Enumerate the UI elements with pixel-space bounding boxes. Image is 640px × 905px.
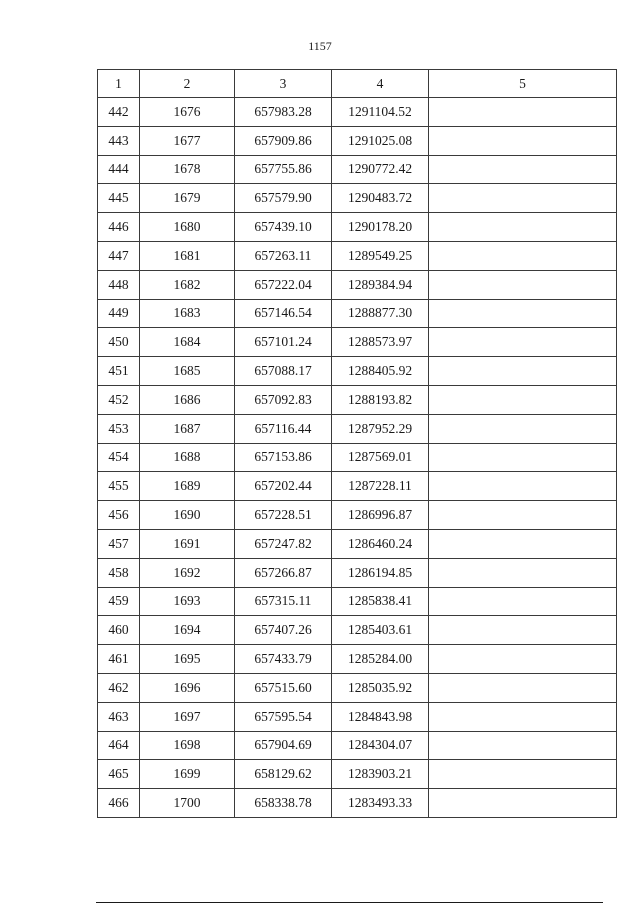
table-cell-col-3: 657515.60: [235, 673, 332, 702]
table-cell-col-5: [429, 328, 617, 357]
table-cell-col-4: 1290178.20: [332, 213, 429, 242]
table-cell-col-2: 1681: [140, 241, 235, 270]
table-row: [98, 357, 617, 386]
header-cell-2: 2: [140, 70, 235, 98]
table-cell-col-2: 1678: [140, 155, 235, 184]
table-cell-col-4: 1291025.08: [332, 126, 429, 155]
table-cell-col-2: 1687: [140, 414, 235, 443]
table-cell-col-4: 1285035.92: [332, 673, 429, 702]
table-row: [98, 702, 617, 731]
table-cell-col-1: 456: [98, 501, 140, 530]
table-row: [98, 616, 617, 645]
table-cell-col-4: 1290483.72: [332, 184, 429, 213]
table-cell-col-2: 1690: [140, 501, 235, 530]
table-row: [98, 472, 617, 501]
page-number: 1157: [308, 39, 332, 53]
table-cell-col-3: 657439.10: [235, 213, 332, 242]
table-row: [98, 241, 617, 270]
table-cell-col-1: 450: [98, 328, 140, 357]
table-cell-col-4: 1283493.33: [332, 789, 429, 818]
table-cell-col-2: 1697: [140, 702, 235, 731]
table-cell-col-5: [429, 616, 617, 645]
table-cell-col-2: 1676: [140, 98, 235, 127]
table-cell-col-1: 459: [98, 587, 140, 616]
table-cell-col-5: [429, 213, 617, 242]
table-cell-col-1: 452: [98, 385, 140, 414]
table-body: [98, 98, 617, 818]
table-cell-col-3: 658338.78: [235, 789, 332, 818]
table-cell-col-1: 449: [98, 299, 140, 328]
table-cell-col-3: 657153.86: [235, 443, 332, 472]
table-cell-col-4: 1286194.85: [332, 558, 429, 587]
table-cell-col-1: 455: [98, 472, 140, 501]
header-cell-5: 5: [429, 70, 617, 98]
table-cell-col-3: 657909.86: [235, 126, 332, 155]
table-cell-col-3: 657755.86: [235, 155, 332, 184]
table-row: [98, 760, 617, 789]
table-row: [98, 155, 617, 184]
table-cell-col-1: 445: [98, 184, 140, 213]
table-cell-col-2: 1679: [140, 184, 235, 213]
table-row: [98, 443, 617, 472]
table-cell-col-4: 1283903.21: [332, 760, 429, 789]
table-cell-col-2: 1689: [140, 472, 235, 501]
table-cell-col-5: [429, 155, 617, 184]
table-cell-col-2: 1680: [140, 213, 235, 242]
table-cell-col-4: 1287952.29: [332, 414, 429, 443]
table-cell-col-5: [429, 529, 617, 558]
table-row: [98, 645, 617, 674]
table-cell-col-5: [429, 385, 617, 414]
table-cell-col-3: 657202.44: [235, 472, 332, 501]
table-cell-col-3: 657146.54: [235, 299, 332, 328]
table-cell-col-3: 657983.28: [235, 98, 332, 127]
table-cell-col-4: 1289549.25: [332, 241, 429, 270]
table-row: [98, 328, 617, 357]
table-cell-col-5: [429, 760, 617, 789]
table-cell-col-4: 1289384.94: [332, 270, 429, 299]
table-cell-col-3: 657579.90: [235, 184, 332, 213]
table-header: [98, 70, 617, 98]
table-cell-col-2: 1685: [140, 357, 235, 386]
table-cell-col-2: 1686: [140, 385, 235, 414]
table-cell-col-3: 657433.79: [235, 645, 332, 674]
table-cell-col-2: 1692: [140, 558, 235, 587]
table-cell-col-1: 466: [98, 789, 140, 818]
table-cell-col-5: [429, 414, 617, 443]
table-row: [98, 673, 617, 702]
table-cell-col-2: 1677: [140, 126, 235, 155]
table-cell-col-5: [429, 702, 617, 731]
table-cell-col-4: 1286460.24: [332, 529, 429, 558]
table-cell-col-5: [429, 501, 617, 530]
table-cell-col-2: 1698: [140, 731, 235, 760]
table-cell-col-5: [429, 98, 617, 127]
table-cell-col-4: 1286996.87: [332, 501, 429, 530]
table-cell-col-1: 465: [98, 760, 140, 789]
table-cell-col-1: 453: [98, 414, 140, 443]
table-cell-col-1: 443: [98, 126, 140, 155]
table-cell-col-5: [429, 789, 617, 818]
table-cell-col-1: 462: [98, 673, 140, 702]
table-cell-col-2: 1699: [140, 760, 235, 789]
footer-rule: [96, 902, 603, 903]
table-cell-col-3: 657315.11: [235, 587, 332, 616]
table-cell-col-4: 1287228.11: [332, 472, 429, 501]
table-cell-col-5: [429, 126, 617, 155]
header-cell-3: 3: [235, 70, 332, 98]
table-cell-col-3: 657101.24: [235, 328, 332, 357]
table-cell-col-1: 451: [98, 357, 140, 386]
table-cell-col-2: 1693: [140, 587, 235, 616]
table-cell-col-1: 447: [98, 241, 140, 270]
table-cell-col-1: 458: [98, 558, 140, 587]
table-cell-col-3: 657088.17: [235, 357, 332, 386]
table-cell-col-4: 1288193.82: [332, 385, 429, 414]
header-cell-1: 1: [98, 70, 140, 98]
table-cell-col-4: 1285403.61: [332, 616, 429, 645]
table-cell-col-4: 1288405.92: [332, 357, 429, 386]
table-row: [98, 270, 617, 299]
coordinates-table: [97, 69, 617, 818]
header-cell-4: 4: [332, 70, 429, 98]
table-cell-col-2: 1700: [140, 789, 235, 818]
table-row: [98, 299, 617, 328]
table-cell-col-1: 448: [98, 270, 140, 299]
table-cell-col-2: 1682: [140, 270, 235, 299]
table-cell-col-1: 461: [98, 645, 140, 674]
table-cell-col-4: 1285284.00: [332, 645, 429, 674]
table-row: [98, 414, 617, 443]
table-cell-col-3: 657228.51: [235, 501, 332, 530]
table-cell-col-5: [429, 673, 617, 702]
table-row: [98, 587, 617, 616]
table-cell-col-5: [429, 645, 617, 674]
table-cell-col-4: 1288573.97: [332, 328, 429, 357]
table-cell-col-1: 464: [98, 731, 140, 760]
table-row: [98, 213, 617, 242]
table-cell-col-2: 1683: [140, 299, 235, 328]
header-row: [98, 70, 617, 98]
table-row: [98, 501, 617, 530]
table-cell-col-2: 1691: [140, 529, 235, 558]
table-cell-col-5: [429, 443, 617, 472]
table-row: [98, 558, 617, 587]
table-cell-col-1: 457: [98, 529, 140, 558]
table-cell-col-1: 460: [98, 616, 140, 645]
table-row: [98, 98, 617, 127]
table-row: [98, 126, 617, 155]
table-row: [98, 731, 617, 760]
table-cell-col-4: 1284843.98: [332, 702, 429, 731]
table-cell-col-1: 442: [98, 98, 140, 127]
table-cell-col-5: [429, 184, 617, 213]
table-cell-col-5: [429, 241, 617, 270]
table-cell-col-3: 657092.83: [235, 385, 332, 414]
table-row: [98, 789, 617, 818]
table-cell-col-4: 1287569.01: [332, 443, 429, 472]
table-cell-col-3: 657247.82: [235, 529, 332, 558]
table-cell-col-2: 1688: [140, 443, 235, 472]
table-cell-col-4: 1291104.52: [332, 98, 429, 127]
table-cell-col-2: 1695: [140, 645, 235, 674]
table-cell-col-1: 463: [98, 702, 140, 731]
table-cell-col-3: 657595.54: [235, 702, 332, 731]
table-cell-col-2: 1696: [140, 673, 235, 702]
table-cell-col-1: 446: [98, 213, 140, 242]
table-cell-col-3: 658129.62: [235, 760, 332, 789]
table-cell-col-5: [429, 558, 617, 587]
table-cell-col-5: [429, 731, 617, 760]
table-cell-col-5: [429, 357, 617, 386]
table-cell-col-5: [429, 270, 617, 299]
table-cell-col-3: 657407.26: [235, 616, 332, 645]
table-cell-col-4: 1290772.42: [332, 155, 429, 184]
table-row: [98, 529, 617, 558]
table-cell-col-1: 454: [98, 443, 140, 472]
table-cell-col-3: 657222.04: [235, 270, 332, 299]
table-cell-col-4: 1288877.30: [332, 299, 429, 328]
table-cell-col-4: 1285838.41: [332, 587, 429, 616]
table-cell-col-3: 657904.69: [235, 731, 332, 760]
table-cell-col-2: 1684: [140, 328, 235, 357]
table-row: [98, 184, 617, 213]
table-cell-col-5: [429, 299, 617, 328]
table-cell-col-5: [429, 587, 617, 616]
table-cell-col-5: [429, 472, 617, 501]
table-cell-col-2: 1694: [140, 616, 235, 645]
table-cell-col-3: 657266.87: [235, 558, 332, 587]
table-row: [98, 385, 617, 414]
table-cell-col-4: 1284304.07: [332, 731, 429, 760]
table-cell-col-1: 444: [98, 155, 140, 184]
table-cell-col-3: 657116.44: [235, 414, 332, 443]
table-cell-col-3: 657263.11: [235, 241, 332, 270]
